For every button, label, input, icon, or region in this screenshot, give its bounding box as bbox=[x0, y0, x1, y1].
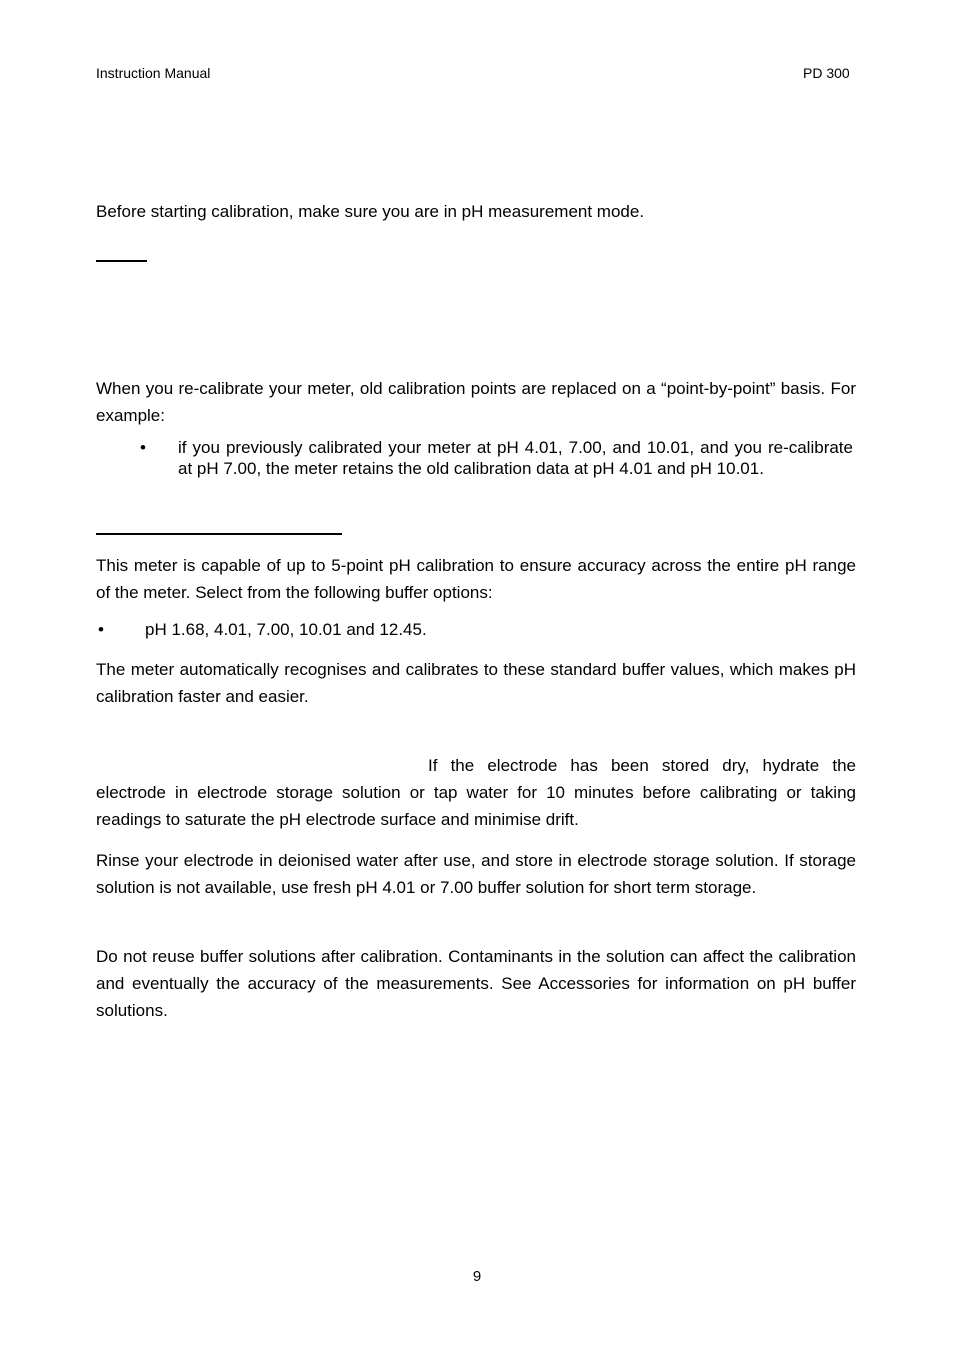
intro-paragraph: Before starting calibration, make sure you are in pH measurement mode. bbox=[96, 202, 645, 221]
buffer-paragraph: This meter is capable of up to 5-point pH calibration to ensure accuracy across the entire pH range of the meter. Select from the following buffer options: bbox=[96, 556, 856, 602]
page-number: 9 bbox=[472, 1268, 482, 1285]
bullet-icon: • bbox=[140, 438, 146, 457]
recalibration-paragraph: When you re-calibrate your meter, old calibration points are replaced on a “point-by-point” basis. For example: bbox=[96, 379, 856, 425]
header-title: Instruction Manual bbox=[96, 65, 211, 81]
heading-underline-long bbox=[96, 533, 342, 535]
header-model: PD 300 bbox=[803, 65, 850, 81]
auto-recognition-paragraph: The meter automatically recognises and calibrates to these standard buffer values, which makes pH calibration faster and easier. bbox=[96, 660, 856, 706]
rinse-paragraph: Rinse your electrode in deionised water after use, and store in electrode storage solution. If storage solution is not available, use fresh pH 4.01 or 7.00 buffer solution for short term storage. bbox=[96, 851, 856, 897]
reuse-paragraph: Do not reuse buffer solutions after calibration. Contaminants in the solution can affect the calibration and eventually the accuracy of the measurements. See Accessories for information on pH buffer solutions. bbox=[96, 947, 856, 1020]
heading-underline-short bbox=[96, 260, 147, 262]
recalibration-example: if you previously calibrated your meter at pH 4.01, 7.00, and 10.01, and you re-calibrate at pH 7.00, the meter retains the old calibration data at pH 4.01 and pH 10.01. bbox=[178, 438, 853, 478]
buffer-options: pH 1.68, 4.01, 7.00, 10.01 and 12.45. bbox=[145, 620, 427, 639]
hydration-paragraph: If the electrode has been stored dry, hydrate the electrode in electrode storage solution or tap water for 10 minutes before calibrating or taking readings to saturate the pH electrode surface and minimise drift. bbox=[96, 756, 856, 829]
bullet-icon: • bbox=[98, 620, 104, 639]
